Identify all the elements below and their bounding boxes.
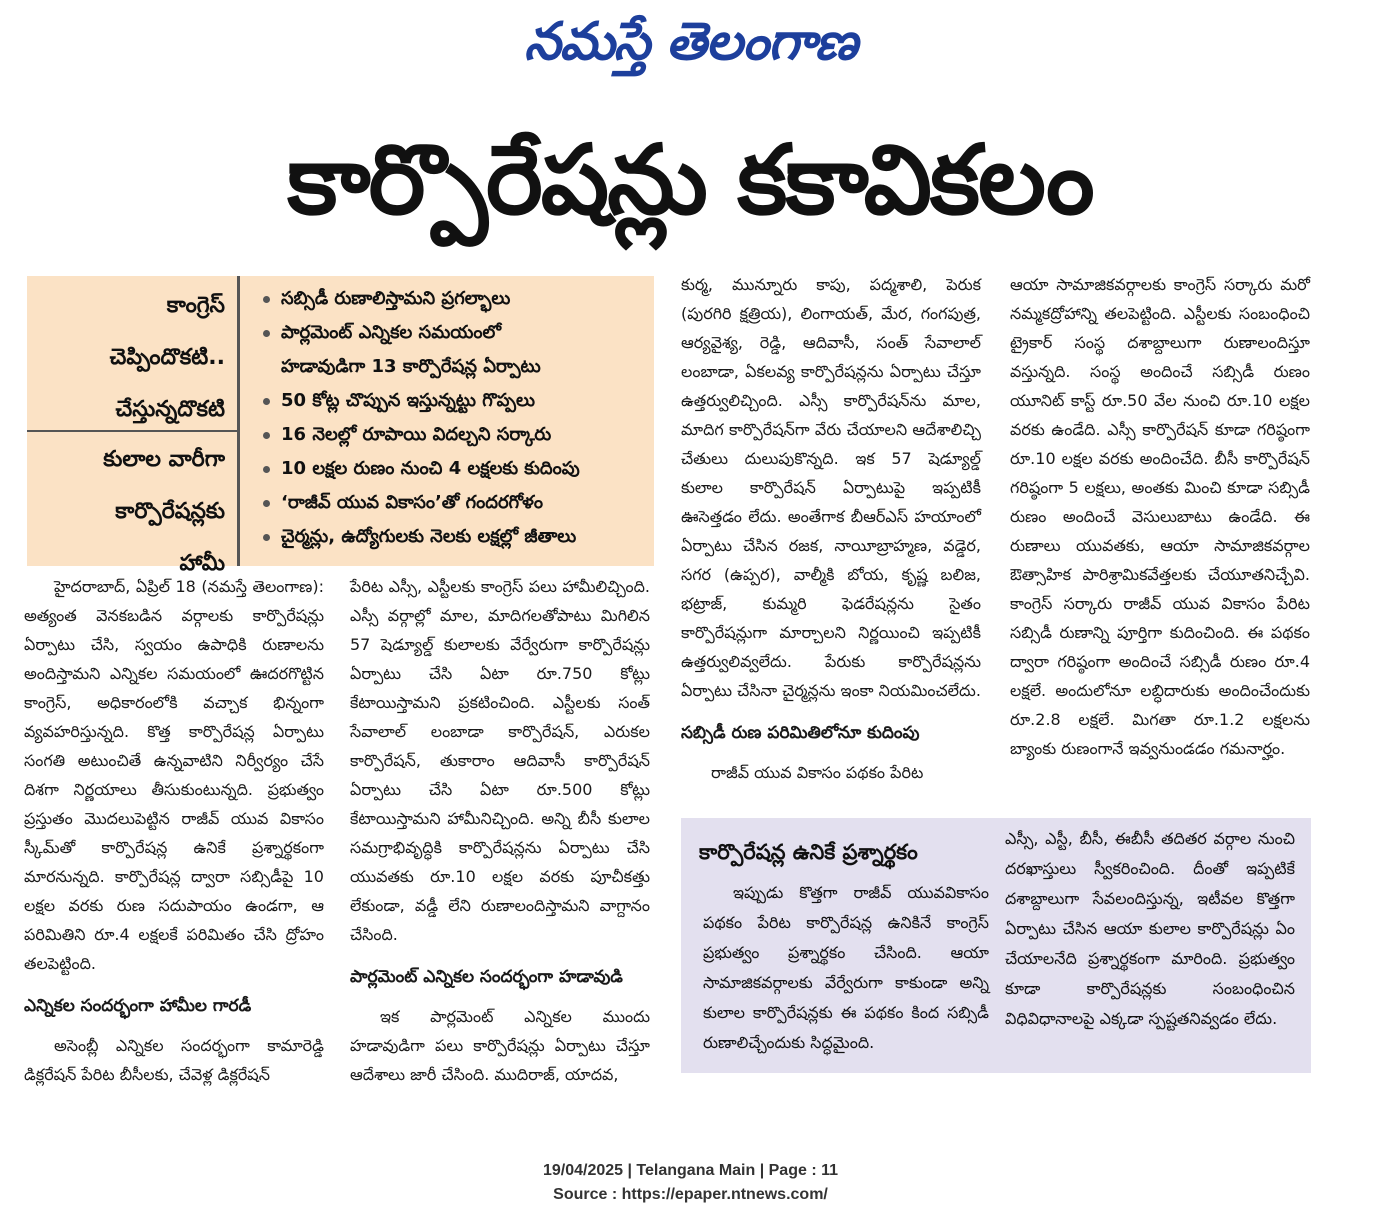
highlight-label: చేస్తున్నదొకటి <box>115 397 225 422</box>
bullet-icon <box>263 330 270 337</box>
footer-source-line: Source : https://epaper.ntnews.com/ <box>553 1186 828 1203</box>
bullet-text: హడావుడిగా 13 కార్పొరేషన్ల ఏర్పాటు <box>281 356 541 377</box>
bullet-item <box>255 384 650 418</box>
article-paragraph: రాజీవ్ యువ వికాసం పథకం పేరిట <box>711 763 924 782</box>
subheading: సబ్సిడీ రుణ పరిమితిలోనూ కుదింపు <box>681 723 920 743</box>
bullet-icon <box>263 432 270 439</box>
headline: కార్పొరేషన్లు కకావికలం <box>287 124 1093 236</box>
highlight-label: కాంగ్రెస్ <box>166 293 225 318</box>
bullet-item <box>255 452 650 486</box>
article-column-2 <box>350 572 650 1089</box>
bullet-icon <box>263 466 270 473</box>
bullet-icon <box>263 500 270 507</box>
bullet-text: పార్లమెంట్ ఎన్నికల సమయంలో <box>281 322 502 343</box>
highlight-group-2 <box>27 434 237 590</box>
bullet-icon <box>263 296 270 303</box>
bullet-text: 10 లక్షల రుణం నుంచి 4 లక్షలకు కుదింపు <box>281 458 580 479</box>
bullet-text: 50 కోట్ల చొప్పున ఇస్తున్నట్టు గొప్పలు <box>281 390 535 411</box>
bullet-item-continuation <box>255 350 650 384</box>
highlight-label: చెప్పిందొకటి.. <box>109 345 225 370</box>
article-paragraph: ఇక పార్లమెంట్ ఎన్నికల ముందు హడావుడిగా పలు కార్పొరేషన్లు ఏర్పాటు చేస్తూ ఆదేశాలు జారీ చేసింది. ముదిరాజ్, యాదవ, <box>350 1007 650 1084</box>
article-paragraph: కుర్మ, మున్నూరు కాపు, పద్మశాలి, పెరుక (పురగిరి క్షత్రియ), లింగాయత్, మేర, గంగపుత్ర, ఆర్యవైశ్య, రెడ్డి, ఆదివాసీ, సంత్ సేవాలాల్ లంబాడా, ఏకలవ్య కార్పొరేషన్లను ఏర్పాటు చేస్తూ ఉత్తర్వులిచ్చింది. ఎస్సీ కార్పొరేషన్‌ను మాల, మాదిగ కార్పొరేషన్‌గా వేరు చేయాలని ఆదేశాలిచ్చి చేతులు దులుపుకొన్నది. ఇక 57 షెడ్యూల్డ్ కులాల కార్పొరేషన్ ఏర్పాటుపై ఇప్పటికీ ఊసెత్తడం లేదు. అంతేగాక బీఆర్‌ఎస్ హయాంలో ఏర్పాటు చేసిన రజక, నాయీబ్రాహ్మణ, వడ్డెర, సగర (ఉప్పర), వాల్మీకి బోయ, కృష్ణ బలిజ, భట్రాజ్, కుమ్మరి ఫెడరేషన్లను సైతం కార్పొరేషన్లుగా మార్చాలని నిర్ణయించి ఇప్పటికీ ఉత్తర్వులివ్వలేదు. పేరుకు కార్పొరేషన్లను ఏర్పాటు చేసినా చైర్మన్లను ఇంకా నియమించలేదు. <box>681 275 981 700</box>
highlight-label: హామీ <box>179 551 225 576</box>
article-paragraph: ఎస్సీ, ఎస్టీ, బీసీ, ఈబీసీ తదితర వర్గాల నుంచి దరఖాస్తులు స్వీకరించింది. దీంతో ఇప్పటికే దశాబ్దాలుగా సేవలందిస్తున్న, ఇటీవల కొత్తగా ఏర్పాటు చేసిన ఆయా కులాల కార్పొరేషన్లు ఏం చేయాలనేది ప్రశ్నార్థకంగా మారింది. ప్రభుత్వం కూడా కార్పొరేషన్లకు సంబంధించిన విధివిధానాలపై ఎక్కడా స్పష్టతనివ్వడం లేదు. <box>1005 829 1295 1028</box>
highlight-box <box>27 276 654 576</box>
bullet-text: చైర్మన్లు, ఉద్యోగులకు నెలకు లక్షల్లో జీతాలు <box>281 526 577 547</box>
bullet-icon <box>263 398 270 405</box>
highlight-label: కార్పొరేషన్లకు <box>115 499 225 524</box>
bullet-text: 16 నెలల్లో రూపాయి విదల్చని సర్కారు <box>281 424 552 445</box>
article-column-4 <box>1010 270 1310 763</box>
bullet-item <box>255 520 650 554</box>
highlight-label: కులాల వారీగా <box>103 447 225 472</box>
article-paragraph: పేరిట ఎస్సీ, ఎస్టీలకు కాంగ్రెస్ పలు హామీలిచ్చింది. ఎస్సీ వర్గాల్లో మాల, మాదిగలతోపాటు మిగిలిన 57 షెడ్యూల్డ్ కులాలకు వేర్వేరుగా కార్పొరేషన్లు ఏర్పాటు చేసి ఏటా రూ.750 కోట్లు కేటాయిస్తామని ప్రకటించింది. ఎస్టీలకు సంత్ సేవాలాల్ లంబాడా కార్పొరేషన్, ఎరుకల కార్పొరేషన్, తుకారాం ఆదివాసీ కార్పొరేషన్ ఏర్పాటు చేసి ఏటా రూ.500 కోట్లు కేటాయిస్తామని హామీనిచ్చింది. అన్ని బీసీ కులాల సమగ్రాభివృద్ధికి కార్పొరేషన్లను ఏర్పాటు చేసి యువతకు రూ.10 లక్షల వరకు పూచీకత్తు లేకుండా, వడ్డీ లేని రుణాలందిస్తామని వాగ్దానం చేసింది. <box>350 577 650 944</box>
subheading: పార్లమెంట్ ఎన్నికల సందర్భంగా హడావుడి <box>350 967 623 987</box>
highlight-group-1 <box>27 280 237 436</box>
article-paragraph: ఇప్పుడు కొత్తగా రాజీవ్ యువవికాసం పథకం పేరిట కార్పొరేషన్ల ఉనికినే కాంగ్రెస్ ప్రభుత్వం ప్రశ్నార్థకం చేసింది. ఆయా సామాజికవర్గాలకు వేర్వేరుగా కాకుండా అన్ని కులాల కార్పొరేషన్లకు ఈ పథకం కింద సబ్సిడీ రుణాలిచ్చేందుకు సిద్ధమైంది. <box>703 883 989 1052</box>
bullet-item <box>255 316 650 350</box>
bullet-item <box>255 486 650 520</box>
footer-date-line: 19/04/2025 | Telangana Main | Page : 11 <box>542 1162 839 1179</box>
box-right-text <box>1005 824 1295 1034</box>
highlight-bullets <box>255 282 650 554</box>
article-paragraph: హైదరాబాద్, ఏప్రిల్ 18 (నమస్తే తెలంగాణ): అత్యంత వెనకబడిన వర్గాలకు కార్పొరేషన్లు ఏర్పాటు చేసి, స్వయం ఉపాధికి రుణాలను అందిస్తామని ఎన్నికల సమయంలో ఊదరగొట్టిన కాంగ్రెస్, అధికారంలోకి వచ్చాక భిన్నంగా వ్యవహరిస్తున్నది. కొత్త కార్పొరేషన్ల ఏర్పాటు సంగతి అటుంచితే ఉన్నవాటిని నిర్వీర్యం చేసే దిశగా నిర్ణయాలు తీసుకుంటున్నది. ప్రభుత్వం ప్రస్తుతం మొదలుపెట్టిన రాజీవ్ యువ వికాసం స్కీమ్‌తో కార్పొరేషన్ల ఉనికే ప్రశ్నార్థకంగా మారనున్నది. కార్పొరేషన్ల ద్వారా సబ్సిడీపై 10 లక్షల వరకు రుణ సదుపాయం ఉండగా, ఆ పరిమితిని రూ.4 లక్షలకే పరిమితం చేసి ద్రోహం తలపెట్టింది. <box>24 577 324 973</box>
bullet-item <box>255 282 650 316</box>
highlight-labels <box>27 276 240 576</box>
box-title: కార్పొరేషన్ల ఉనికే ప్రశ్నార్థకం <box>699 840 918 864</box>
bullet-text: సబ్సిడీ రుణాలిస్తామని ప్రగల్భాలు <box>281 288 511 309</box>
sidebar-box <box>681 818 1311 1073</box>
article-paragraph: ఆయా సామాజికవర్గాలకు కాంగ్రెస్ సర్కారు మరో నమ్మకద్రోహాన్ని తలపెట్టింది. ఎస్టీలకు సంబంధించి ట్రైకార్ సంస్థ దశాబ్దాలుగా రుణాలందిస్తూ వస్తున్నది. సంస్థ అందించే సబ్సిడీ రుణం యూనిట్ కాస్ట్ రూ.50 వేల నుంచి రూ.10 లక్షల వరకు ఉండేది. ఎస్సీ కార్పొరేషన్ కూడా గరిష్ఠంగా రూ.10 లక్షల వరకు అందించేది. బీసీ కార్పొరేషన్ గరిష్ఠంగా 5 లక్షలు, అంతకు మించి కూడా సబ్సిడీ రుణం అందించే వెసులుబాటు ఉండేది. ఈ రుణాలు యువతకు, ఆయా సామాజికవర్గాల ఔత్సాహిక పారిశ్రామికవేత్తలకు చేయూతనిచ్చేవి. కాంగ్రెస్ సర్కారు రాజీవ్ యువ వికాసం పేరిట సబ్సిడీ రుణాన్ని పూర్తిగా కుదించింది. ఈ పథకం ద్వారా గరిష్ఠంగా అందించే సబ్సిడీ రుణం రూ.4 లక్షలే. అందులోనూ లబ్ధిదారుకు అందించేందుకు రూ.2.8 లక్షలే. మిగతా రూ.1.2 లక్షలను బ్యాంకు రుణంగానే ఇవ్వనుండడం గమనార్హం. <box>1010 275 1310 758</box>
highlight-divider <box>27 430 237 432</box>
article-paragraph: అసెంబ్లీ ఎన్నికల సందర్భంగా కామారెడ్డి డిక్లరేషన్ పేరిట బీసీలకు, చేవెళ్ల డిక్లరేషన్ <box>24 1036 324 1084</box>
article-column-3 <box>681 270 981 787</box>
bullet-icon <box>263 534 270 541</box>
box-left-text <box>703 878 989 1058</box>
subheading: ఎన్నికల సందర్భంగా హామీల గారడీ <box>24 996 252 1016</box>
bullet-item <box>255 418 650 452</box>
masthead-logo: నమస్తే తెలంగాణ <box>524 12 857 72</box>
bullet-text: ‘రాజీవ్ యువ వికాసం’తో గందరగోళం <box>281 492 544 513</box>
page-footer <box>0 1159 1381 1207</box>
article-column-1 <box>24 572 324 1089</box>
